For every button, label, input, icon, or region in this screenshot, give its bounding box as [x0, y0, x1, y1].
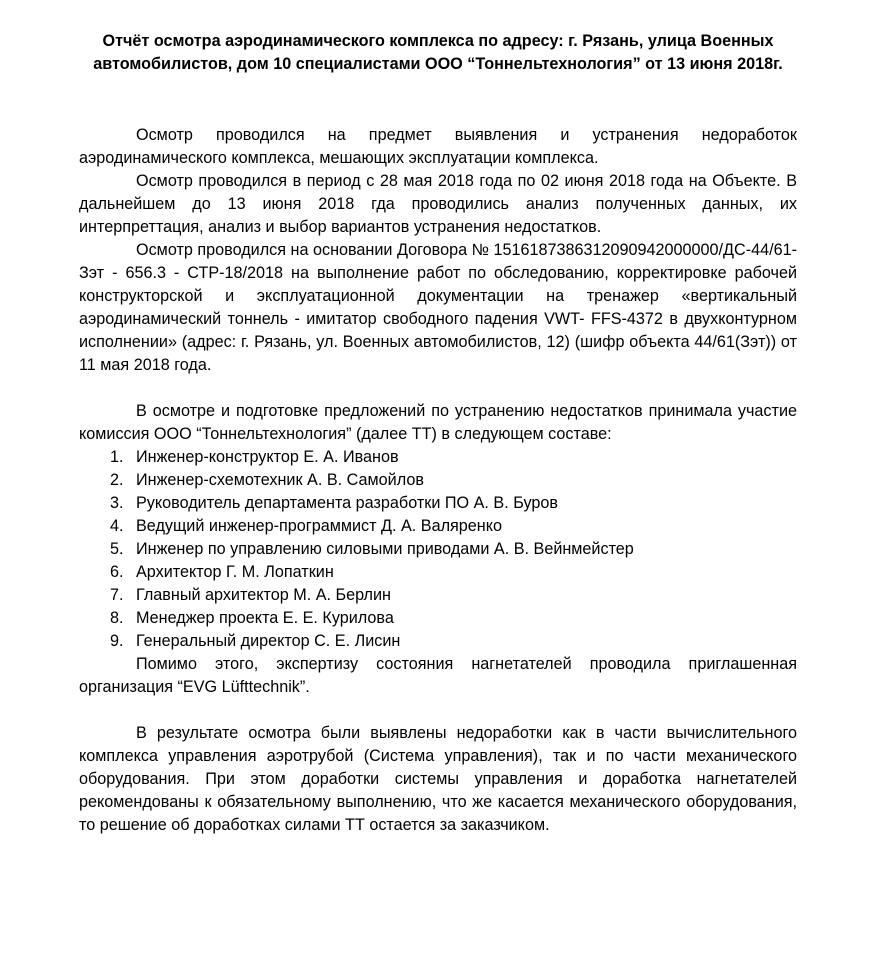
list-item [79, 561, 797, 584]
list-item-number: 9. [110, 632, 124, 650]
list-item [79, 538, 797, 561]
list-item-number: 3. [110, 494, 124, 512]
paragraph-gap [79, 699, 797, 722]
list-item-text: Руководитель департамента разработки ПО А. В. Буров [136, 494, 558, 512]
list-item-text: Генеральный директор С. Е. Лисин [136, 632, 401, 650]
paragraph-results: В результате осмотра были выявлены недоработки как в части вычислительного комплекса управления аэротрубой (Система управления), так и по части механического оборудования. При этом доработки системы управления и доработка нагнетателей рекомендованы к обязательному выполнению, что же касается механического оборудования, то решение об доработках силами ТТ остается за заказчиком. [79, 724, 797, 834]
list-item-number: 4. [110, 517, 124, 535]
paragraph-expertise: Помимо этого, экспертизу состояния нагнетателей проводила приглашенная организация “EVG Lüfttechnik”. [79, 655, 797, 696]
list-item-number: 5. [110, 540, 124, 558]
list-item-text: Ведущий инженер-программист Д. А. Валяренко [136, 517, 502, 535]
list-item-text: Инженер-конструктор Е. А. Иванов [136, 448, 399, 466]
paragraph-purpose: Осмотр проводился на предмет выявления и устранения недоработок аэродинамического комплекса, мешающих эксплуатации комплекса. [79, 126, 797, 167]
paragraph-commission-intro: В осмотре и подготовке предложений по устранению недостатков принимала участие комиссия ООО “Тоннельтехнология” (далее ТТ) в следующем составе: [79, 402, 797, 443]
list-item-number: 8. [110, 609, 124, 627]
list-item [79, 607, 797, 630]
paragraph-gap [79, 377, 797, 400]
paragraph-contract: Осмотр проводился на основании Договора № 1516187386312090942000000/ДС-44/61-Зэт - 656.3 - СТР-18/2018 на выполнение работ по обследованию, корректировке рабочей конструкторской и эксплуатационной документации на тренажер «вертикальный аэродинамический тоннель - имитатор свободного падения VWT- FFS-4372 в двухконтурном исполнении» (адрес: г. Рязань, ул. Военных автомобилистов, 12) (шифр объекта 44/61(Зэт)) от 11 мая 2018 года. [79, 241, 797, 374]
paragraph-period: Осмотр проводился в период с 28 мая 2018 года по 02 июня 2018 года на Объекте. В дальнейшем до 13 июня 2018 гда проводились анализ полученных данных, их интерпреттация, анализ и выбор вариантов устранения недостатков. [79, 172, 797, 236]
list-item-text: Инженер по управлению силовыми приводами А. В. Вейнмейстер [136, 540, 634, 558]
list-item-number: 1. [110, 448, 124, 466]
list-item-text: Архитектор Г. М. Лопаткин [136, 563, 334, 581]
list-item-text: Менеджер проекта Е. Е. Курилова [136, 609, 394, 627]
commission-list [79, 446, 797, 653]
document-page [79, 30, 797, 837]
list-item [79, 492, 797, 515]
document-title: Отчёт осмотра аэродинамического комплекса по адресу: г. Рязань, улица Военных автомобилистов, дом 10 специалистами ООО “Тоннельтехнология” от 13 июня 2018г. [93, 32, 783, 73]
list-item [79, 630, 797, 653]
list-item [79, 584, 797, 607]
list-item-text: Главный архитектор М. А. Берлин [136, 586, 391, 604]
list-item-number: 7. [110, 586, 124, 604]
list-item-number: 2. [110, 471, 124, 489]
document-body [79, 124, 797, 837]
list-item [79, 515, 797, 538]
list-item-number: 6. [110, 563, 124, 581]
list-item [79, 469, 797, 492]
list-item-text: Инженер-схемотехник А. В. Самойлов [136, 471, 424, 489]
list-item [79, 446, 797, 469]
